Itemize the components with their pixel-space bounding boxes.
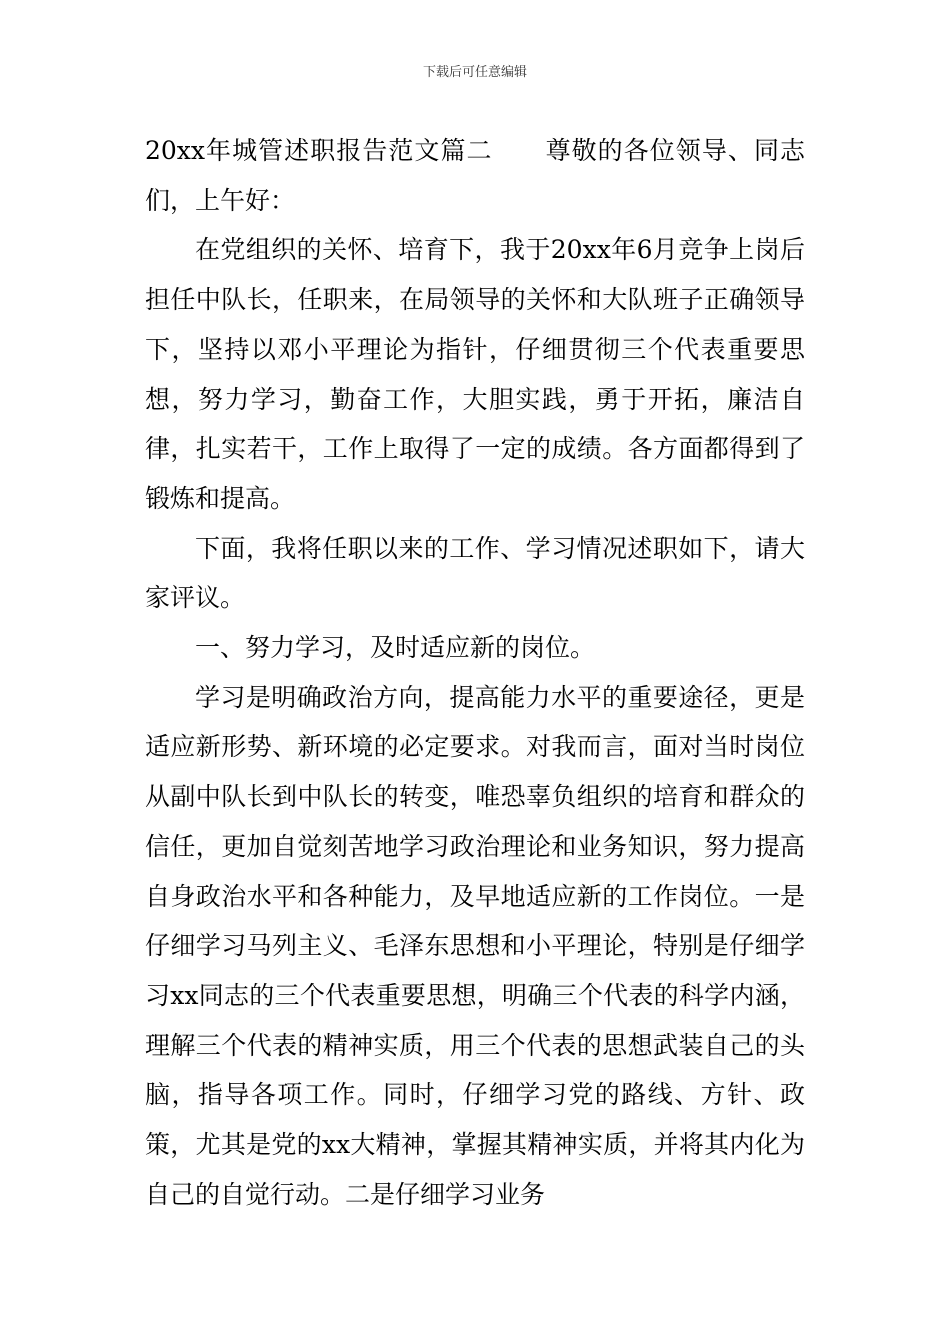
- paragraph: 下面，我将任职以来的工作、学习情况述职如下，请大家评议。: [145, 533, 805, 613]
- paragraph: 学习是明确政治方向，提高能力水平的重要途径，更是适应新形势、新环境的必定要求。对我而言，面对当时岗位从副中队长到中队长的转变，唯恐辜负组织的培育和群众的信任，更加自觉刻苦地学习政治理论和业务知识，努力提高自身政治水平和各种能力，及早地适应新的工作岗位。一是仔细学习马列主义、毛泽东思想和小平理论，特别是仔细学习xx同志的三个代表重要思想，明确三个代表的科学内涵，理解三个代表的精神实质，用三个代表的思想武装自己的头脑，指导各项工作。同时，仔细学习党的路线、方针、政策，尤其是党的xx大精神，掌握其精神实质，并将其内化为自己的自觉行动。二是仔细学习业务: [145, 682, 805, 1209]
- page-header: [0, 64, 950, 82]
- title-line: [145, 126, 805, 225]
- paragraph: 在党组织的关怀、培育下，我于20xx年6月竞争上岗后担任中队长，任职来，在局领导的关怀和大队班子正确领导下，坚持以邓小平理论为指针，仔细贯彻三个代表重要思想，努力学习，勤奋工作，大胆实践，勇于开拓，廉洁自律，扎实若干，工作上取得了一定的成绩。各方面都得到了锻炼和提高。: [145, 235, 805, 513]
- document-title: 20xx年城管述职报告范文篇二: [145, 136, 493, 165]
- header-text: 下载后可任意编辑: [422, 65, 527, 80]
- salutation: 尊敬的各位领导、同志们，上午好：: [145, 136, 805, 215]
- section-heading: 一、努力学习，及时适应新的岗位。: [195, 633, 596, 663]
- document-body: [145, 126, 805, 1219]
